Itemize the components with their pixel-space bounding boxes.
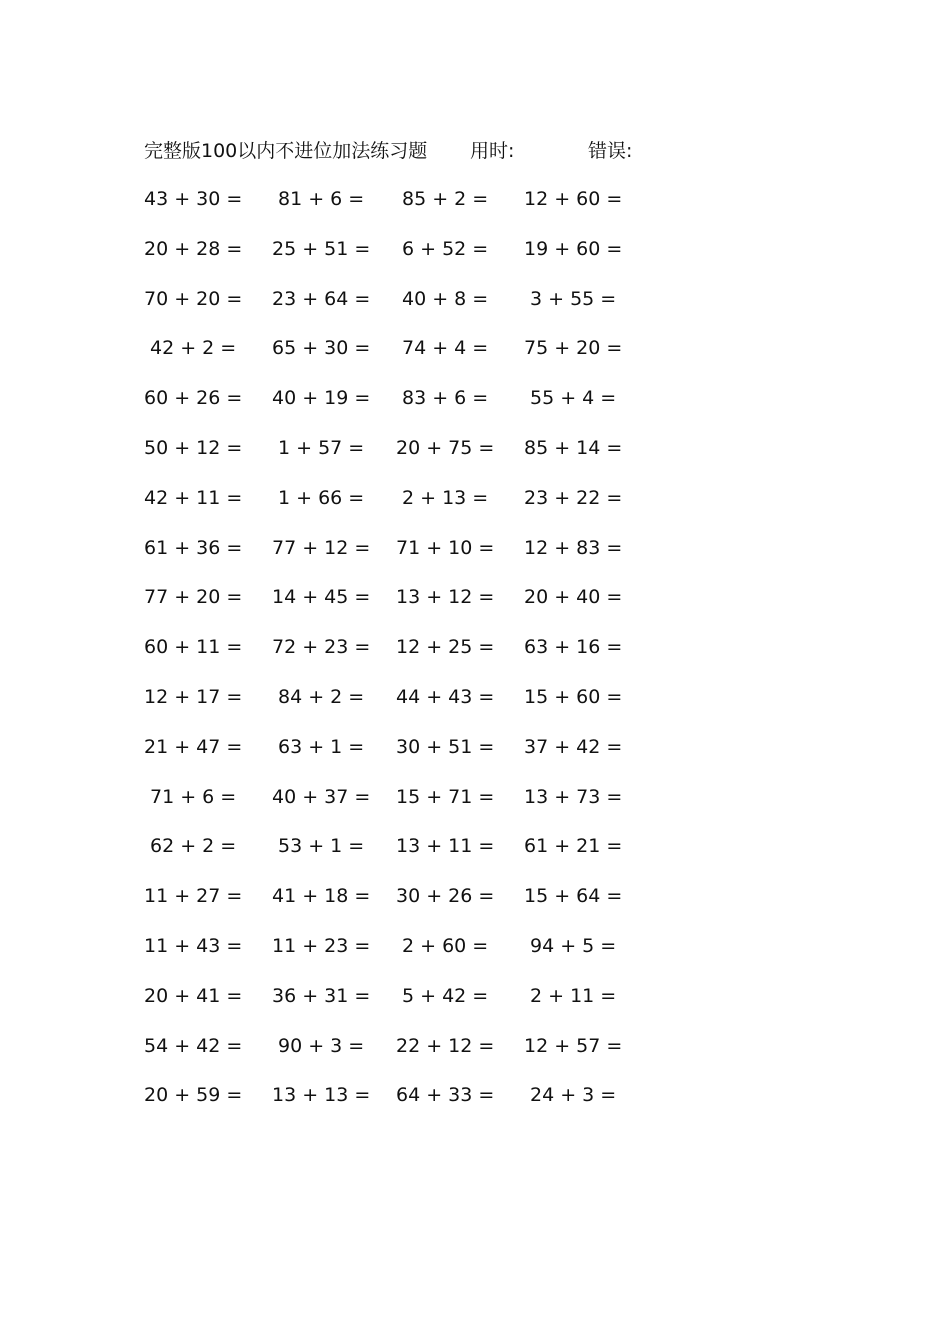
problem-item: 53 + 1 = [278, 835, 365, 858]
problem-row [144, 534, 624, 584]
problem-item: 63 + 16 = [524, 636, 623, 659]
problem-row [144, 1081, 624, 1131]
problem-row [144, 832, 624, 882]
problem-item: 94 + 5 = [530, 934, 617, 957]
error-label: 错误: [588, 140, 633, 162]
problem-item: 13 + 11 = [396, 835, 495, 858]
problem-item: 22 + 12 = [396, 1034, 495, 1057]
problem-item: 43 + 30 = [144, 188, 243, 210]
problem-item: 19 + 60 = [524, 237, 623, 260]
problem-item: 20 + 40 = [524, 586, 623, 609]
problem-item: 20 + 41 = [144, 984, 243, 1007]
worksheet-title: 完整版100以内不进位加法练习题 [144, 140, 428, 162]
problem-row [144, 733, 624, 783]
problem-item: 72 + 23 = [272, 636, 371, 659]
problem-item: 64 + 33 = [396, 1084, 495, 1107]
problem-item: 11 + 27 = [144, 885, 243, 908]
problem-item: 62 + 2 = [150, 835, 237, 858]
problem-item: 13 + 73 = [524, 785, 623, 808]
problem-row [144, 1032, 624, 1082]
problem-item: 71 + 10 = [396, 536, 495, 559]
problem-item: 60 + 26 = [144, 387, 243, 410]
problem-item: 23 + 22 = [524, 486, 623, 509]
problem-item: 6 + 52 = [402, 237, 489, 260]
problem-item: 44 + 43 = [396, 685, 495, 708]
problem-item: 90 + 3 = [278, 1034, 365, 1057]
problem-item: 85 + 2 = [402, 188, 489, 210]
problem-item: 25 + 51 = [272, 237, 371, 260]
problem-item: 13 + 13 = [272, 1084, 371, 1107]
time-label: 用时: [470, 140, 515, 162]
problem-item: 30 + 51 = [396, 735, 495, 758]
problem-item: 23 + 64 = [272, 287, 371, 310]
problem-item: 14 + 45 = [272, 586, 371, 609]
problem-item: 55 + 4 = [530, 387, 617, 410]
problem-item: 40 + 37 = [272, 785, 371, 808]
problem-item: 42 + 2 = [150, 337, 237, 360]
problem-row [144, 384, 624, 434]
problem-item: 75 + 20 = [524, 337, 623, 360]
problem-item: 41 + 18 = [272, 885, 371, 908]
problem-item: 65 + 30 = [272, 337, 371, 360]
problem-item: 20 + 59 = [144, 1084, 243, 1107]
problem-item: 77 + 20 = [144, 586, 243, 609]
problem-item: 30 + 26 = [396, 885, 495, 908]
problem-item: 40 + 19 = [272, 387, 371, 410]
problem-item: 12 + 57 = [524, 1034, 623, 1057]
problem-item: 24 + 3 = [530, 1084, 617, 1107]
problem-item: 83 + 6 = [402, 387, 489, 410]
problem-item: 2 + 60 = [402, 934, 489, 957]
problem-item: 21 + 47 = [144, 735, 243, 758]
problem-item: 42 + 11 = [144, 486, 243, 509]
problem-row [144, 633, 624, 683]
problem-item: 74 + 4 = [402, 337, 489, 360]
problem-grid [144, 185, 624, 1131]
problem-item: 70 + 20 = [144, 287, 243, 310]
worksheet-header [144, 137, 664, 165]
problem-item: 54 + 42 = [144, 1034, 243, 1057]
problem-item: 3 + 55 = [530, 287, 617, 310]
problem-row [144, 982, 624, 1032]
problem-item: 85 + 14 = [524, 436, 623, 459]
problem-item: 5 + 42 = [402, 984, 489, 1007]
problem-item: 15 + 60 = [524, 685, 623, 708]
problem-item: 11 + 43 = [144, 934, 243, 957]
problem-item: 2 + 13 = [402, 486, 489, 509]
problem-item: 1 + 66 = [278, 486, 365, 509]
problem-row [144, 484, 624, 534]
problem-item: 61 + 36 = [144, 536, 243, 559]
problem-item: 12 + 17 = [144, 685, 243, 708]
problem-item: 63 + 1 = [278, 735, 365, 758]
problem-item: 2 + 11 = [530, 984, 617, 1007]
problem-item: 60 + 11 = [144, 636, 243, 659]
problem-item: 20 + 28 = [144, 237, 243, 260]
problem-row [144, 334, 624, 384]
problem-row [144, 434, 624, 484]
problem-row [144, 185, 624, 235]
problem-item: 12 + 60 = [524, 188, 623, 210]
problem-item: 12 + 83 = [524, 536, 623, 559]
problem-item: 37 + 42 = [524, 735, 623, 758]
problem-item: 1 + 57 = [278, 436, 365, 459]
problem-row [144, 583, 624, 633]
problem-row [144, 683, 624, 733]
problem-item: 84 + 2 = [278, 685, 365, 708]
problem-item: 15 + 64 = [524, 885, 623, 908]
problem-item: 71 + 6 = [150, 785, 237, 808]
problem-item: 20 + 75 = [396, 436, 495, 459]
problem-row [144, 285, 624, 335]
problem-row [144, 932, 624, 982]
problem-item: 13 + 12 = [396, 586, 495, 609]
problem-row [144, 235, 624, 285]
problem-item: 77 + 12 = [272, 536, 371, 559]
problem-item: 36 + 31 = [272, 984, 371, 1007]
problem-row [144, 882, 624, 932]
problem-item: 81 + 6 = [278, 188, 365, 210]
problem-item: 11 + 23 = [272, 934, 371, 957]
problem-item: 15 + 71 = [396, 785, 495, 808]
problem-item: 12 + 25 = [396, 636, 495, 659]
problem-item: 40 + 8 = [402, 287, 489, 310]
problem-row [144, 783, 624, 833]
problem-item: 61 + 21 = [524, 835, 623, 858]
problem-item: 50 + 12 = [144, 436, 243, 459]
